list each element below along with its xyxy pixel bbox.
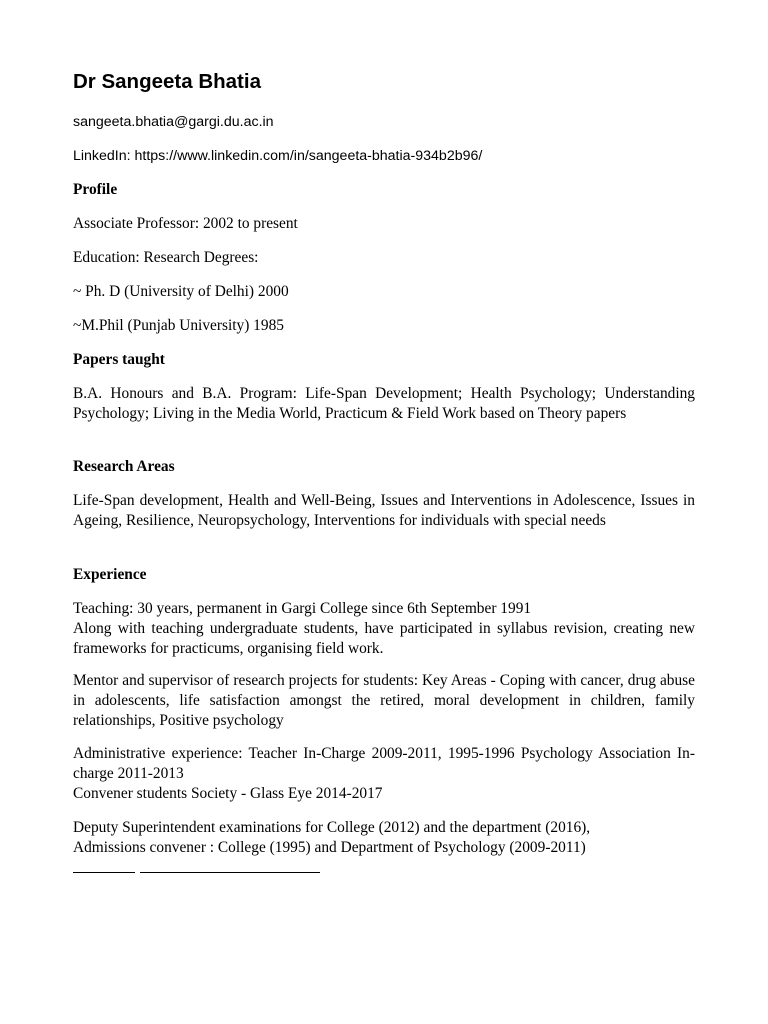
- position-line: Associate Professor: 2002 to present: [73, 215, 298, 232]
- papers-heading: Papers taught: [73, 351, 165, 368]
- profile-heading: Profile: [73, 181, 118, 198]
- experience-heading: Experience: [73, 566, 147, 583]
- degree-phd: ~ Ph. D (University of Delhi) 2000: [73, 283, 289, 300]
- degree-mphil: ~M.Phil (Punjab University) 1985: [73, 317, 284, 334]
- education-label: Education: Research Degrees:: [73, 249, 259, 266]
- admin-text: Administrative experience: Teacher In-Charge 2009-2011, 1995-1996 Psychology Association In-charge 2011-2013: [73, 745, 695, 782]
- teaching-line: Teaching: 30 years, permanent in Gargi College since 6th September 1991: [73, 600, 532, 617]
- deputy-line: Deputy Superintendent examinations for College (2012) and the department (2016),: [73, 819, 591, 836]
- teaching-details: Along with teaching undergraduate students, have participated in syllabus revision, creating new frameworks for practicums, organising field work.: [73, 620, 695, 657]
- signature-line-long: [140, 872, 320, 873]
- papers-text: B.A. Honours and B.A. Program: Life-Span Development; Health Psychology; Understanding Psychology; Living in the Media World, Practicum & Field Work based on Theory papers: [73, 385, 695, 422]
- linkedin-url: LinkedIn: https://www.linkedin.com/in/sangeeta-bhatia-934b2b96/: [73, 148, 483, 164]
- mentor-text: Mentor and supervisor of research projects for students: Key Areas - Coping with cancer, drug abuse in adolescents, life satisfaction amongst the retired, moral development in children, family relationships, Positive psychology: [73, 672, 695, 729]
- research-text: Life-Span development, Health and Well-Being, Issues and Interventions in Adolescence, Issues in Ageing, Resilience, Neuropsychology, Interventions for individuals with special needs: [73, 492, 695, 529]
- research-heading: Research Areas: [73, 458, 175, 475]
- signature-line-short: [73, 872, 135, 873]
- person-name: Dr Sangeeta Bhatia: [73, 70, 261, 93]
- email-address: sangeeta.bhatia@gargi.du.ac.in: [73, 114, 274, 130]
- admissions-line: Admissions convener : College (1995) and Department of Psychology (2009-2011): [73, 839, 586, 856]
- convener-line: Convener students Society - Glass Eye 2014-2017: [73, 785, 383, 802]
